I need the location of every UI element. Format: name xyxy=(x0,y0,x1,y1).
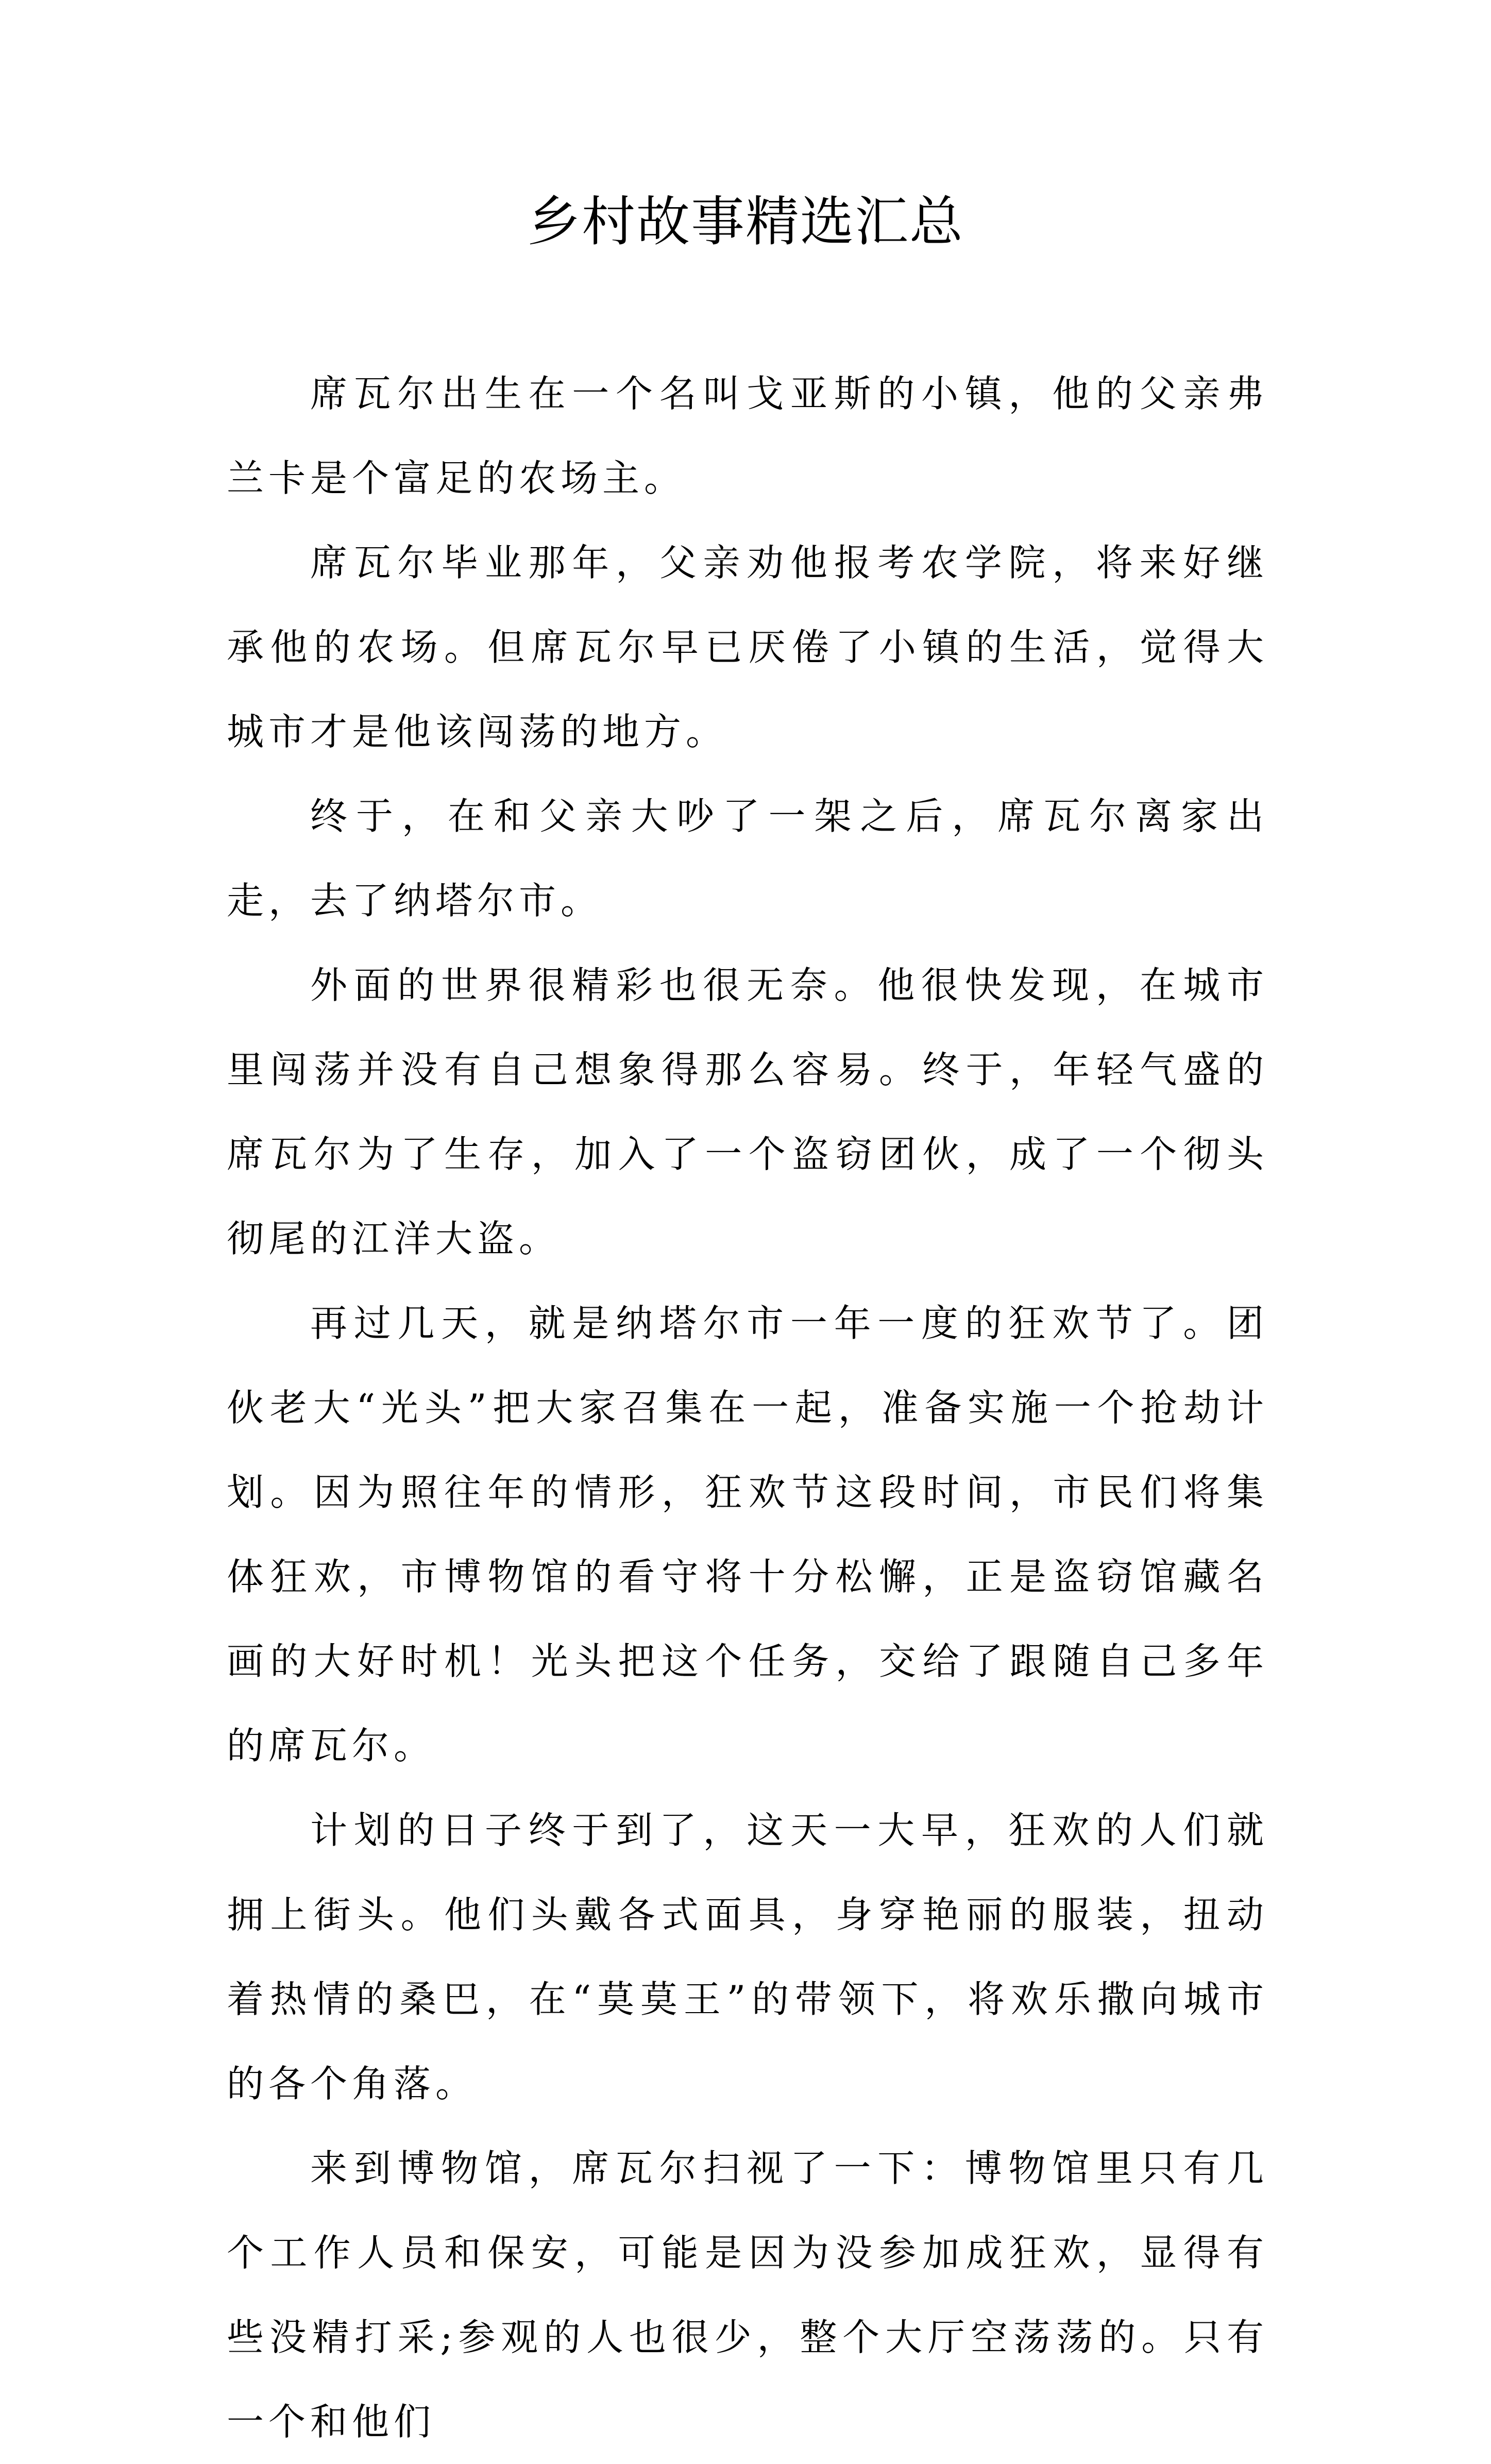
paragraph: 外面的世界很精彩也很无奈。他很快发现，在城市里闯荡并没有自己想象得那么容易。终于，年轻气盛的席瓦尔为了生存，加入了一个盗窃团伙，成了一个彻头彻尾的江洋大盗。 xyxy=(227,964,1268,1260)
paragraph: 终于，在和父亲大吵了一架之后，席瓦尔离家出走，去了纳塔尔市。 xyxy=(227,795,1268,922)
paragraph: 再过几天，就是纳塔尔市一年一度的狂欢节了。团伙老大“光头”把大家召集在一起，准备实施一个抢劫计划。因为照往年的情形，狂欢节这段时间，市民们将集体狂欢，市博物馆的看守将十分松懈，正是盗窃馆藏名画的大好时机！光头把这个任务，交给了跟随自己多年的席瓦尔。 xyxy=(227,1302,1268,1767)
document-title: 乡村故事精选汇总 xyxy=(527,190,964,253)
paragraph: 席瓦尔毕业那年，父亲劝他报考农学院，将来好继承他的农场。但席瓦尔早已厌倦了小镇的生活，觉得大城市才是他该闯荡的地方。 xyxy=(227,541,1268,753)
paragraph: 计划的日子终于到了，这天一大早，狂欢的人们就拥上街头。他们头戴各式面具，身穿艳丽的服装，扭动着热情的桑巴，在“莫莫王”的带领下，将欢乐撒向城市的各个角落。 xyxy=(227,1809,1268,2105)
document-body xyxy=(227,351,1268,2464)
paragraph: 席瓦尔出生在一个名叫戈亚斯的小镇，他的父亲弗兰卡是个富足的农场主。 xyxy=(227,372,1268,500)
paragraph: 来到博物馆，席瓦尔扫视了一下：博物馆里只有几个工作人员和保安，可能是因为没参加成狂欢，显得有些没精打采;参观的人也很少，整个大厅空荡荡的。只有一个和他们 xyxy=(227,2147,1268,2443)
